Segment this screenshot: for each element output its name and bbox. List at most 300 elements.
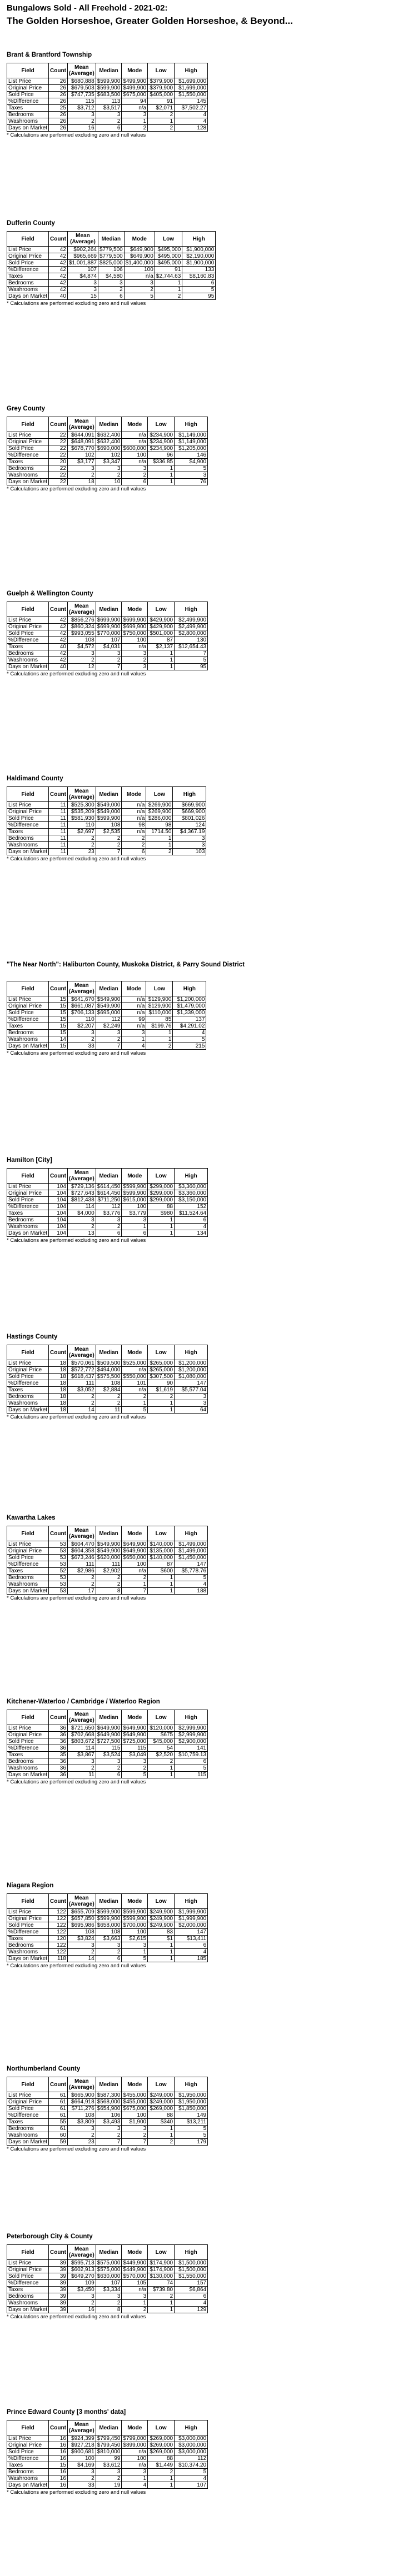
table-cell: $2,499,900 <box>175 624 208 630</box>
table-cell: $2,986 <box>67 1568 96 1575</box>
column-header: Count <box>49 2420 68 2435</box>
row-label: Original Price <box>7 2099 49 2106</box>
row-label: List Price <box>7 2260 49 2267</box>
table-cell: $2,902 <box>96 1568 122 1575</box>
row-label: Washrooms <box>7 1224 49 1230</box>
header-row <box>7 2245 208 2260</box>
row-label: Taxes <box>7 273 49 280</box>
row-label: Taxes <box>7 2119 49 2126</box>
row-label: Original Price <box>7 1732 49 1738</box>
table-cell: $3,776 <box>96 1210 122 1217</box>
table-cell: $729,136 <box>67 1184 96 1190</box>
table-cell: $2,520 <box>148 1752 175 1758</box>
column-header: High <box>173 981 206 996</box>
table-cell: 4 <box>122 1043 146 1050</box>
region-name: Guelph & Wellington County <box>7 590 93 597</box>
table-cell: 36 <box>49 1738 68 1745</box>
table-cell: $644,091 <box>67 432 96 439</box>
table-cell: 4 <box>175 1581 208 1588</box>
report-subtitle: The Golden Horseshoe, Greater Golden Horseshoe, & Beyond... <box>7 16 293 26</box>
table-row <box>7 644 208 650</box>
row-label: Taxes <box>7 2462 49 2469</box>
report-title: Bungalows Sold - All Freehold - 2021-02: <box>7 3 168 13</box>
table-cell: 42 <box>49 260 68 267</box>
column-header: Field <box>7 981 49 996</box>
row-label: Bedrooms <box>7 280 49 287</box>
table-cell: 91 <box>155 267 182 273</box>
table-row <box>7 2435 208 2442</box>
table-cell: 2 <box>96 1400 122 1407</box>
table-cell: 18 <box>49 1394 68 1400</box>
table-cell: 122 <box>49 1909 68 1916</box>
table-cell: $3,612 <box>96 2462 122 2469</box>
table-cell: $2,999,900 <box>175 1732 208 1738</box>
table-cell: 112 <box>96 1204 122 1210</box>
table-cell: 1 <box>148 1942 175 1949</box>
table-cell: 2 <box>67 1036 96 1043</box>
column-header: Mean (Average) <box>67 1345 96 1360</box>
table-cell: 2 <box>122 2132 148 2139</box>
row-label: Taxes <box>7 1210 49 1217</box>
region-name: Haldimand County <box>7 775 63 782</box>
table-row <box>7 273 216 280</box>
table-cell: $249,000 <box>148 2092 175 2099</box>
stats-table <box>7 1526 208 1595</box>
table-cell: 10 <box>96 479 122 485</box>
table-row <box>7 1400 208 1407</box>
header-row <box>7 1526 208 1541</box>
table-cell: $727,643 <box>67 1190 96 1197</box>
table-cell: $649,900 <box>124 253 155 260</box>
column-header: Count <box>49 787 68 802</box>
row-label: Days on Market <box>7 1043 49 1050</box>
table-cell: 42 <box>49 637 68 644</box>
table-cell: $8,160.83 <box>182 273 216 280</box>
table-cell: $649,900 <box>122 1725 148 1732</box>
row-label: Days on Market <box>7 1588 49 1595</box>
table-row <box>7 1752 208 1758</box>
table-cell: $1,450,000 <box>175 1555 208 1561</box>
row-label: Sold Price <box>7 2106 49 2112</box>
table-cell: 18 <box>49 1380 68 1387</box>
row-label: List Price <box>7 432 49 439</box>
table-row <box>7 2293 208 2300</box>
table-cell: 3 <box>67 112 96 118</box>
table-cell: 3 <box>175 1394 208 1400</box>
column-header: High <box>175 1894 208 1909</box>
table-cell: $1,550,000 <box>175 2273 208 2280</box>
table-cell: $1,499,000 <box>175 1541 208 1548</box>
header-row <box>7 1894 208 1909</box>
row-label: List Price <box>7 2435 49 2442</box>
table-row <box>7 2280 208 2287</box>
table-cell: $902,264 <box>67 247 98 253</box>
row-label: Bedrooms <box>7 2293 49 2300</box>
table-cell: $3,779 <box>122 1210 148 1217</box>
table-cell: 107 <box>96 2280 122 2287</box>
table-cell: 8 <box>96 2307 122 2313</box>
table-cell: 2 <box>122 1765 148 1772</box>
table-cell: 14 <box>67 1956 96 1962</box>
table-cell: 3 <box>67 2293 96 2300</box>
column-header: Mode <box>122 602 148 617</box>
table-cell: $711,276 <box>67 2106 96 2112</box>
table-cell: $587,300 <box>96 2092 122 2099</box>
table-cell: 2 <box>122 657 148 664</box>
table-cell: $1,850,000 <box>175 2106 208 2112</box>
table-cell: 16 <box>49 2475 68 2482</box>
column-header: Mean (Average) <box>67 1894 96 1909</box>
table-cell: 104 <box>49 1230 68 1237</box>
table-cell: $265,000 <box>148 1360 175 1367</box>
table-cell: 6 <box>96 1772 122 1778</box>
table-cell: 137 <box>173 1016 206 1023</box>
table-cell: 19 <box>96 2482 122 2489</box>
table-cell: 2 <box>122 1575 148 1581</box>
table-cell: $604,470 <box>67 1541 96 1548</box>
table-row <box>7 2455 208 2462</box>
table-cell: 16 <box>49 2442 68 2449</box>
table-cell: 64 <box>175 1407 208 1414</box>
table-cell: 112 <box>175 2455 208 2462</box>
row-label: Days on Market <box>7 1407 49 1414</box>
table-cell: 3 <box>67 465 96 472</box>
table-cell: $699,900 <box>96 624 122 630</box>
column-header: Low <box>148 1710 175 1725</box>
calculation-note: * Calculations are performed excluding zero and null values <box>7 671 146 677</box>
table-cell: n/a <box>122 439 148 445</box>
table-cell: 14 <box>49 1036 68 1043</box>
table-cell: 18 <box>67 479 96 485</box>
table-row <box>7 2442 208 2449</box>
table-cell: 55 <box>49 2119 68 2126</box>
row-label: Bedrooms <box>7 650 49 657</box>
column-header: Count <box>49 1710 68 1725</box>
table-cell: 115 <box>175 1772 208 1778</box>
table-cell: 26 <box>49 112 68 118</box>
table-cell: 108 <box>96 1380 122 1387</box>
table-cell: 2 <box>96 2475 122 2482</box>
table-cell: $2,697 <box>67 829 96 835</box>
table-cell: 112 <box>96 1016 122 1023</box>
stats-table <box>7 2077 208 2146</box>
table-cell: 52 <box>49 1568 68 1575</box>
table-cell: 42 <box>49 280 68 287</box>
row-label: Original Price <box>7 2442 49 2449</box>
table-cell: 90 <box>148 1380 175 1387</box>
table-cell: $535,209 <box>67 809 96 815</box>
table-cell: $1,999,900 <box>175 1909 208 1916</box>
row-label: Taxes <box>7 459 49 465</box>
row-label: List Price <box>7 1541 49 1548</box>
table-cell: $3,450 <box>67 2287 96 2293</box>
calculation-note: * Calculations are performed excluding zero and null values <box>7 1779 146 1785</box>
table-cell: $379,900 <box>148 78 175 85</box>
table-row <box>7 118 208 125</box>
table-cell: $3,052 <box>67 1387 96 1394</box>
table-row <box>7 1561 208 1568</box>
column-header: Field <box>7 1710 49 1725</box>
table-cell: 88 <box>148 1204 175 1210</box>
table-cell: 15 <box>49 1043 68 1050</box>
header-row <box>7 2420 208 2435</box>
table-cell: $700,000 <box>122 1922 148 1929</box>
column-header: Field <box>7 602 49 617</box>
table-cell: n/a <box>122 2287 148 2293</box>
table-cell: 6 <box>98 293 124 300</box>
header-row <box>7 787 206 802</box>
table-cell: $2,137 <box>148 644 175 650</box>
table-cell: $699,900 <box>96 617 122 624</box>
table-cell: 6 <box>96 125 122 132</box>
table-cell: 5 <box>175 2126 208 2132</box>
table-cell: $649,900 <box>122 1548 148 1555</box>
row-label: List Price <box>7 1909 49 1916</box>
region-name: Kawartha Lakes <box>7 1515 56 1521</box>
table-cell: $499,900 <box>122 85 148 92</box>
calculation-note: * Calculations are performed excluding zero and null values <box>7 486 146 492</box>
table-cell: 23 <box>67 849 96 855</box>
stats-table <box>7 1345 208 1414</box>
calculation-note: * Calculations are performed excluding zero and null values <box>7 1595 146 1601</box>
table-cell: 122 <box>49 1916 68 1922</box>
table-cell: 87 <box>148 637 175 644</box>
table-cell: 3 <box>122 664 148 670</box>
table-cell: 3 <box>175 472 208 479</box>
table-row <box>7 1030 206 1036</box>
column-header: Mode <box>122 2420 148 2435</box>
table-row <box>7 1568 208 1575</box>
table-row <box>7 1936 208 1942</box>
column-header: Mean (Average) <box>67 2245 96 2260</box>
table-cell: $249,900 <box>148 1916 175 1922</box>
table-cell: 3 <box>98 280 124 287</box>
column-header: Mean (Average) <box>67 787 96 802</box>
row-label: Washrooms <box>7 118 49 125</box>
table-row <box>7 1758 208 1765</box>
table-cell: 20 <box>49 459 68 465</box>
table-cell: 5 <box>175 2469 208 2475</box>
table-cell: 3 <box>67 2126 96 2132</box>
table-cell: 3 <box>96 1942 122 1949</box>
table-cell: $1,999,900 <box>175 1916 208 1922</box>
table-cell: 42 <box>49 267 68 273</box>
row-label: Original Price <box>7 85 49 92</box>
region-name: Peterborough City & County <box>7 2233 93 2240</box>
table-cell: $549,900 <box>96 1548 122 1555</box>
table-cell: 1 <box>146 1030 173 1036</box>
table-cell: $1,200,000 <box>175 1360 208 1367</box>
table-cell: n/a <box>122 1367 148 1374</box>
table-cell: $1,699,000 <box>175 78 208 85</box>
column-header: Mode <box>124 232 155 247</box>
table-cell: 3 <box>173 835 206 842</box>
table-row <box>7 92 208 98</box>
table-cell: $299,000 <box>148 1190 175 1197</box>
region-section <box>7 590 268 678</box>
table-cell: $711,250 <box>96 1197 122 1204</box>
table-cell: $550,000 <box>122 1374 148 1380</box>
table-cell: 103 <box>173 849 206 855</box>
row-label: Washrooms <box>7 1765 49 1772</box>
table-cell: 134 <box>175 1230 208 1237</box>
table-cell: 1 <box>148 1956 175 1962</box>
table-cell: 39 <box>49 2273 68 2280</box>
table-cell: 104 <box>49 1217 68 1224</box>
calculation-note: * Calculations are performed excluding zero and null values <box>7 2146 146 2152</box>
table-cell: 36 <box>49 1765 68 1772</box>
table-cell: $1,499,000 <box>175 1548 208 1555</box>
calculation-note: * Calculations are performed excluding zero and null values <box>7 1963 146 1969</box>
column-header: Median <box>96 981 122 996</box>
column-header: Mode <box>122 1710 148 1725</box>
table-cell: 147 <box>175 1561 208 1568</box>
table-cell: $575,500 <box>96 1374 122 1380</box>
row-label: Days on Market <box>7 293 49 300</box>
table-cell: 16 <box>49 2435 68 2442</box>
table-cell: $1,200,000 <box>175 1367 208 1374</box>
table-cell: 2 <box>67 2300 96 2307</box>
table-cell: 88 <box>148 2112 175 2119</box>
table-cell: 15 <box>49 996 68 1003</box>
header-row <box>7 1710 208 1725</box>
table-cell: 3 <box>67 650 96 657</box>
table-cell: $599,900 <box>122 1190 148 1197</box>
header-row <box>7 1169 208 1184</box>
table-cell: n/a <box>122 829 146 835</box>
stats-table <box>7 63 208 132</box>
table-cell: 104 <box>49 1224 68 1230</box>
table-cell: $770,000 <box>96 630 122 637</box>
table-cell: 60 <box>49 2132 68 2139</box>
table-cell: $2,071 <box>148 105 175 112</box>
table-row <box>7 2092 208 2099</box>
table-cell: $449,900 <box>122 2267 148 2273</box>
table-cell: n/a <box>122 432 148 439</box>
table-cell: 108 <box>67 2112 96 2119</box>
table-cell: $174,900 <box>148 2267 175 2273</box>
table-cell: 1 <box>148 1581 175 1588</box>
table-row <box>7 2112 208 2119</box>
row-label: Taxes <box>7 1936 49 1942</box>
table-row <box>7 2273 208 2280</box>
region-name: Niagara Region <box>7 1882 54 1889</box>
table-row <box>7 2469 208 2475</box>
row-label: Washrooms <box>7 2300 49 2307</box>
table-cell: 3 <box>96 1758 122 1765</box>
table-cell: $604,358 <box>67 1548 96 1555</box>
table-row <box>7 1380 208 1387</box>
table-cell: 18 <box>49 1374 68 1380</box>
column-header: Field <box>7 1169 49 1184</box>
table-cell: $1,080,000 <box>175 1374 208 1380</box>
table-cell: 7 <box>122 1588 148 1595</box>
table-cell: $649,900 <box>96 1732 122 1738</box>
table-cell: $525,300 <box>67 802 96 809</box>
table-cell: 22 <box>49 452 68 459</box>
table-cell: 36 <box>49 1745 68 1752</box>
row-label: Bedrooms <box>7 1758 49 1765</box>
table-cell: $3,809 <box>67 2119 96 2126</box>
table-cell: 2 <box>67 835 96 842</box>
table-cell: 1 <box>146 835 173 842</box>
table-cell: $4,031 <box>96 644 122 650</box>
table-cell: 104 <box>49 1197 68 1204</box>
table-cell: 114 <box>67 1745 96 1752</box>
row-label: Sold Price <box>7 1374 49 1380</box>
table-cell: $3,177 <box>67 459 96 465</box>
table-row <box>7 664 208 670</box>
table-cell: 2 <box>148 112 175 118</box>
column-header: Mean (Average) <box>67 981 96 996</box>
table-row <box>7 842 206 849</box>
table-cell: 111 <box>67 1380 96 1387</box>
region-section <box>7 961 268 1057</box>
table-cell: 14 <box>67 1407 96 1414</box>
table-cell: $3,150,000 <box>175 1197 208 1204</box>
table-cell: $599,900 <box>122 1184 148 1190</box>
table-row <box>7 1541 208 1548</box>
row-label: Original Price <box>7 439 49 445</box>
table-cell: $336.85 <box>148 459 175 465</box>
table-cell: $1,479,000 <box>173 1003 206 1010</box>
region-section <box>7 2408 268 2496</box>
table-cell: 3 <box>175 1400 208 1407</box>
column-header: Count <box>49 417 68 432</box>
table-cell: $3,000,000 <box>175 2449 208 2455</box>
table-cell: 59 <box>49 2139 68 2146</box>
table-cell: $924,399 <box>67 2435 96 2442</box>
table-cell: 39 <box>49 2280 68 2287</box>
row-label: %Difference <box>7 267 49 273</box>
table-cell: 40 <box>49 293 68 300</box>
table-cell: 6 <box>96 1230 122 1237</box>
table-cell: $620,000 <box>96 1555 122 1561</box>
table-row <box>7 465 208 472</box>
table-cell: $779,500 <box>98 253 124 260</box>
table-cell: n/a <box>122 2462 148 2469</box>
table-cell: 36 <box>49 1732 68 1738</box>
table-cell: 1 <box>148 1217 175 1224</box>
table-cell: 2 <box>67 2475 96 2482</box>
table-cell: 61 <box>49 2126 68 2132</box>
table-cell: 100 <box>122 1561 148 1568</box>
table-cell: 106 <box>98 267 124 273</box>
row-label: Taxes <box>7 105 49 112</box>
region-section <box>7 219 268 307</box>
row-label: Sold Price <box>7 815 49 822</box>
region-section <box>7 1882 268 1969</box>
table-cell: $721,650 <box>67 1725 96 1732</box>
table-cell: 53 <box>49 1548 68 1555</box>
table-cell: $779,500 <box>98 247 124 253</box>
table-cell: $4,000 <box>67 1210 96 1217</box>
table-cell: $140,000 <box>148 1555 175 1561</box>
table-row <box>7 125 208 132</box>
row-label: Bedrooms <box>7 1575 49 1581</box>
row-label: Washrooms <box>7 842 49 849</box>
table-row <box>7 822 206 829</box>
column-header: High <box>175 1710 208 1725</box>
table-cell: 11 <box>49 849 68 855</box>
row-label: Taxes <box>7 1568 49 1575</box>
table-cell: 15 <box>49 1003 68 1010</box>
table-row <box>7 1929 208 1936</box>
table-cell: 61 <box>49 2099 68 2106</box>
table-cell: 2 <box>96 2300 122 2307</box>
table-cell: $455,000 <box>122 2099 148 2106</box>
column-header: Field <box>7 2420 49 2435</box>
